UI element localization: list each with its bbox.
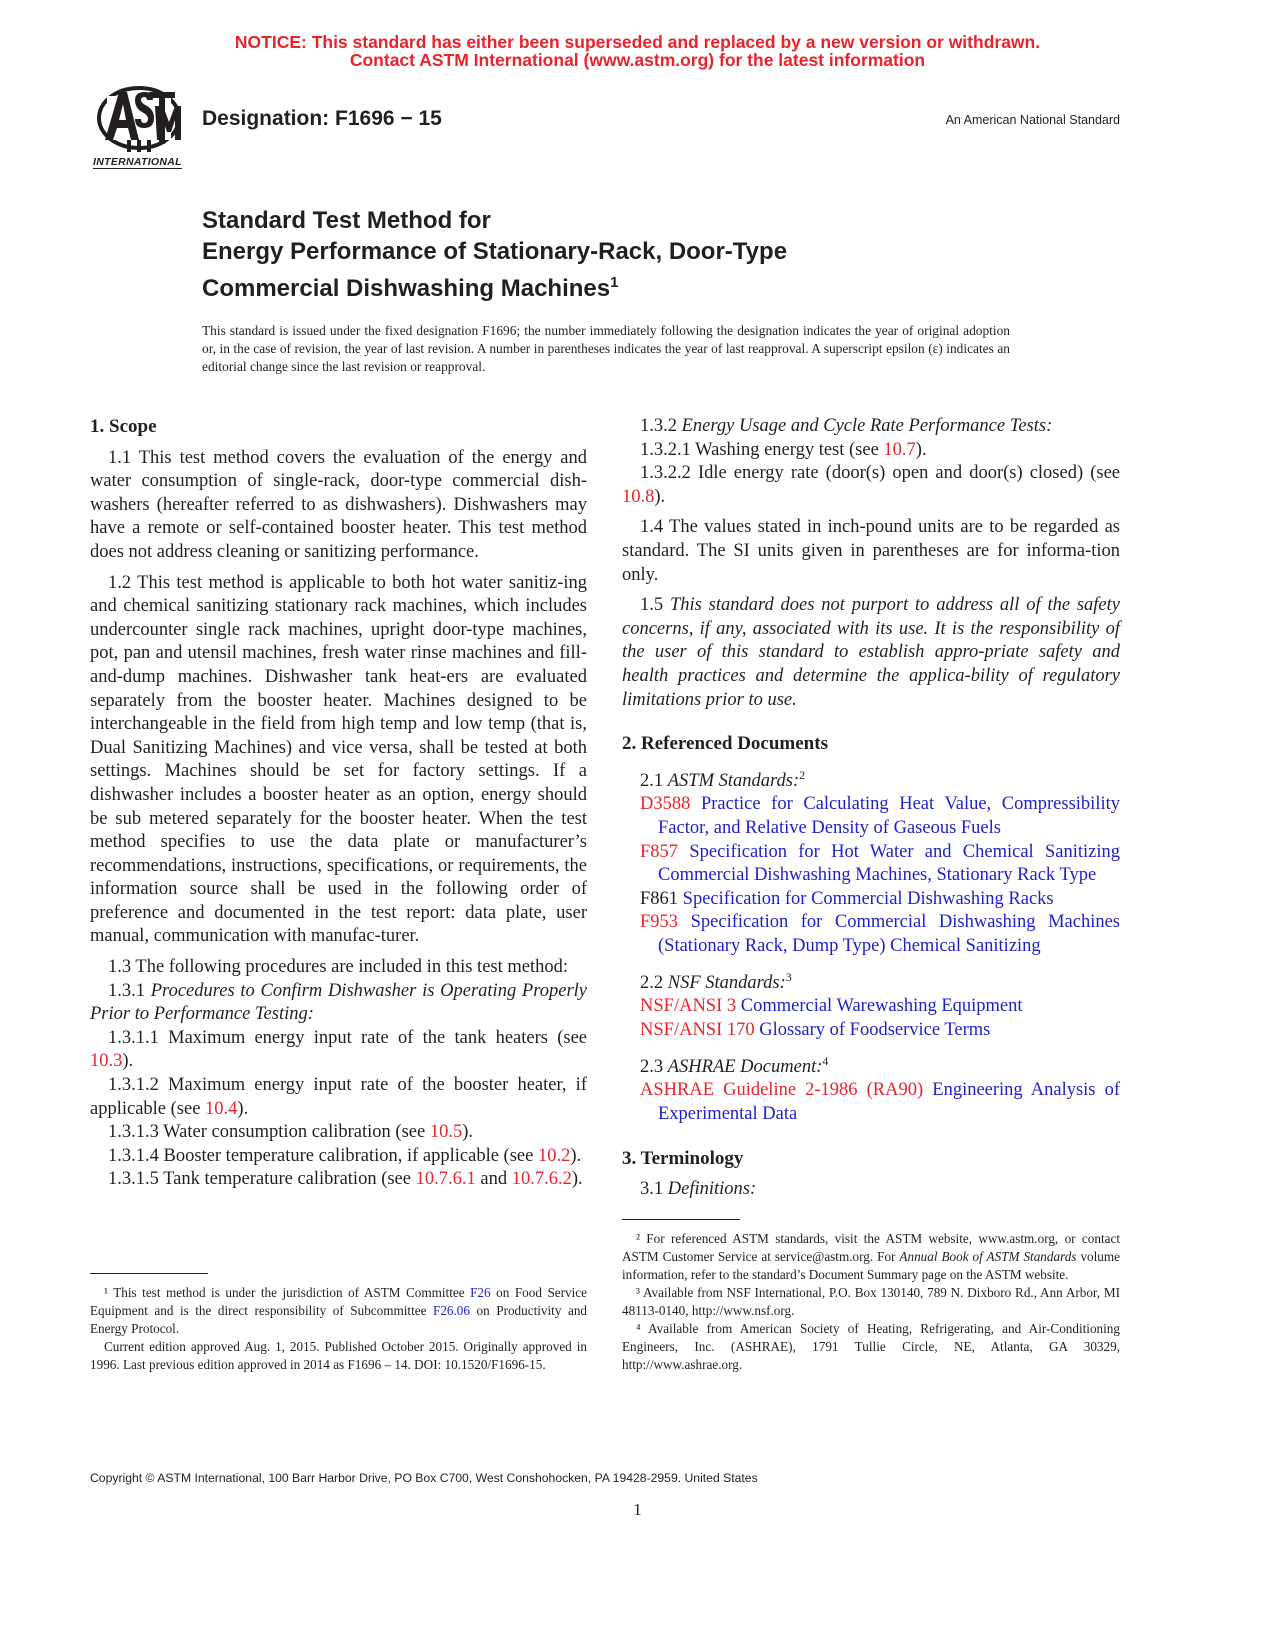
para-1-3-1-3-text: 1.3.1.3 Water consumption calibration (see [108, 1122, 426, 1143]
footnotes-right [622, 1230, 1120, 1374]
ref-d3588-title[interactable]: Practice for Calculating Heat Value, Compressibility Factor, and Relative Density of Gaseous Fuels [658, 794, 1120, 839]
nsf-standards-text: NSF Standards: [667, 972, 786, 993]
para-1-3-1-4-text: 1.3.1.4 Booster temperature calibration, if applicable (see [108, 1145, 534, 1166]
ref-link-10-4[interactable]: 10.4 [205, 1098, 238, 1119]
para-1-3-2-1-text: 1.3.2.1 Washing energy test (see [640, 439, 879, 460]
ref-link-10-7-6-2[interactable]: 10.7.6.2 [511, 1169, 572, 1190]
ref-f861-code: F861 [640, 888, 679, 909]
ref-link-10-2[interactable]: 10.2 [537, 1145, 571, 1166]
title-line-3 [202, 267, 787, 304]
para-1-3-1-5: 1.3.1.5 Tank temperature calibration (see 10.7.6.1 and 10.7.6.2). [108, 1169, 583, 1190]
para-1-3-1-5-and: and [480, 1169, 508, 1190]
para-1-3-1-2: 1.3.1.2 Maximum energy input rate of the booster heater, if applicable (see 10.4). [90, 1075, 587, 1119]
designation: Designation: F1696 − 15 [202, 107, 442, 130]
para-1-3-1-3: 1.3.1.3 Water consumption calibration (see 10.5). [108, 1122, 474, 1143]
ashrae-document-text: ASHRAE Document: [667, 1056, 823, 1077]
footnote-2-book-title: Annual Book of ASTM Standards [899, 1249, 1077, 1264]
footnote-2-text-b: volume information, refer to the standard’s Document Summary page on the ASTM website. [622, 1249, 1120, 1282]
left-column [90, 415, 587, 1192]
ref-d3588 [640, 793, 1120, 840]
logo-text: INTERNATIONAL [93, 156, 182, 168]
copyright-footer: Copyright © ASTM International, 100 Barr Harbor Drive, PO Box C700, West Conshohocken, PA 19428-2959. United States [90, 1471, 758, 1485]
title-line-1: Standard Test Method for [202, 207, 491, 234]
footnote-1-edition: Current edition approved Aug. 1, 2015. Published October 2015. Originally approved in 1996. Last previous edition approved in 2014 as F1696 – 14. DOI: 10.1520/F1696-15. [90, 1339, 587, 1372]
astm-standards-num: 2.1 [640, 770, 664, 791]
nsf-standards-label [622, 966, 1120, 996]
para-1-4: 1.4 The values stated in inch-pound units are to be regarded as standard. The SI units given in parentheses are for informa-tion only. [622, 517, 1120, 585]
para-1-3-2-num: 1.3.2 [640, 416, 677, 436]
astm-standards-text: ASTM Standards: [667, 770, 800, 791]
definitions-num: 3.1 [640, 1179, 664, 1200]
para-1-3-1-2-text: 1.3.1.2 Maximum energy input rate of the booster heater, if applicable (see [90, 1075, 587, 1119]
para-1-3-1-5-text: 1.3.1.5 Tank temperature calibration (see [108, 1169, 411, 1190]
title-line-3-text: Commercial Dishwashing Machines [202, 275, 611, 302]
ref-link-10-8[interactable]: 10.8 [622, 486, 655, 507]
para-1-3-1-1-text: 1.3.1.1 Maximum energy input rate of the tank heaters (see [108, 1027, 587, 1048]
ref-f953-title[interactable]: Specification for Commercial Dishwashing Machines (Stationary Rack, Dump Type) Chemical Sanitizing [658, 912, 1120, 957]
footnote-1 [90, 1284, 587, 1338]
ref-d3588-code[interactable]: D3588 [640, 794, 691, 815]
para-1-3-2-text: Energy Usage and Cycle Rate Performance Tests: [681, 416, 1053, 436]
para-1-5-num: 1.5 [640, 595, 664, 616]
para-1-2: 1.2 This test method is applicable to both hot water sanitiz-ing and chemical sanitizing stationary rack machines, which includes undercounter single rack machines, upright door-type machines, pot, pan and utensil machines, fresh water rinse machines and fill-and-dump machines. Dishwasher tank heat-ers are evaluated separately from the booster heater. Machines designed to be interchangeable in the field from high temp and low temp (that is, Dual Sanitizing Machines) and vice versa, shall be tested at both settings. Machines should be set for factory settings. If a dishwasher includes a booster heater as an option, energy should be sub metered separately for the booster heater. When the test method specifies to use the data plate or manufacturer’s recommendations, instructions, specifications, or requirements, the information source shall be used in the following order of preference and documented in the test report: data plate, user manual, communication with manufac-turer. [90, 572, 587, 947]
ref-ashrae-code[interactable]: ASHRAE Guideline 2-1986 (RA90) [640, 1080, 924, 1101]
page-number: 1 [633, 1500, 642, 1519]
notice-line-2: Contact ASTM International (www.astm.org) for the latest information [349, 50, 926, 70]
title-line-2: Energy Performance of Stationary-Rack, Door-Type [202, 238, 788, 265]
ref-nsf-3 [640, 995, 1120, 1019]
para-1-1: 1.1 This test method covers the evaluation of the energy and water consumption of single-rack, door-type commercial dish-washers (hereafter referred to as dishwashers). Dishwashers may have a remote or self-contained booster heater. This test method does not address cleaning or sanitizing performance. [90, 447, 587, 562]
ref-f861 [640, 888, 1120, 912]
footnote-3: ³ Available from NSF International, P.O. Box 130140, 789 N. Dixboro Rd., Ann Arbor, MI 48113-0140, http://www.nsf.org. [622, 1285, 1120, 1318]
astm-standards-label [622, 764, 1120, 794]
definitions-text: Definitions: [667, 1179, 757, 1200]
notice-line-1: NOTICE: This standard has either been superseded and replaced by a new version or withdrawn. [234, 32, 1041, 52]
committee-link-f26[interactable]: F26 [470, 1285, 491, 1300]
right-column [622, 415, 1120, 1202]
ref-f861-title[interactable]: Specification for Commercial Dishwashing Racks [682, 888, 1054, 909]
footnote-2-text-a: ² For referenced ASTM standards, visit the ASTM website, www.astm.org, or contact ASTM Customer Service at service@astm.org. For [622, 1231, 1120, 1264]
ashrae-document-label [622, 1050, 1120, 1080]
ref-f857-title[interactable]: Specification for Hot Water and Chemical Sanitizing Commercial Dishwashing Machines, Stationary Rack Type [658, 841, 1121, 886]
ref-nsf-170-code[interactable]: NSF/ANSI 170 [640, 1019, 755, 1040]
title-footnote-mark: 1 [610, 274, 619, 291]
astm-standards-sup: 2 [799, 767, 806, 782]
ref-nsf-3-title[interactable]: Commercial Warewashing Equipment [740, 996, 1023, 1017]
para-1-3-2-1: 1.3.2.1 Washing energy test (see 10.7). [640, 439, 927, 460]
definitions-label [622, 1178, 1120, 1202]
ref-link-10-7-6-1[interactable]: 10.7.6.1 [415, 1169, 476, 1190]
footnote-1-text-a: ¹ This test method is under the jurisdiction of ASTM Committee [104, 1285, 465, 1300]
footnotes-left [90, 1284, 587, 1374]
scope-heading: 1. Scope [90, 416, 157, 437]
ref-f953-code[interactable]: F953 [640, 912, 679, 933]
para-1-3: 1.3 The following procedures are included in this test method: [108, 957, 568, 978]
ref-nsf-170-title[interactable]: Glossary of Foodservice Terms [759, 1019, 991, 1040]
ref-f857 [640, 841, 1120, 888]
ref-nsf-3-code[interactable]: NSF/ANSI 3 [640, 996, 737, 1017]
ref-link-10-5[interactable]: 10.5 [429, 1122, 463, 1143]
para-1-3-1 [90, 980, 587, 1027]
footnote-4: ⁴ Available from American Society of Heating, Refrigerating, and Air-Conditioning Engineers, Inc. (ASHRAE), 1791 Tullie Circle, NE, Atlanta, GA 30329, http://www.ashrae.org. [622, 1321, 1120, 1372]
ref-ashrae-title[interactable]: Engineering Analysis of Experimental Data [658, 1080, 1120, 1124]
nsf-standards-sup: 3 [785, 969, 792, 984]
para-1-3-1-text: Procedures to Confirm Dishwasher is Operating Properly Prior to Performance Testing: [90, 980, 588, 1025]
referenced-documents-heading: 2. Referenced Documents [622, 733, 828, 755]
para-1-3-2-2-text: 1.3.2.2 Idle energy rate (door(s) open and door(s) closed) (see [640, 463, 1120, 484]
footnote-rule-left [90, 1273, 208, 1274]
ashrae-document-sup: 4 [822, 1053, 829, 1068]
footnote-1-text-b: on Food Service Equipment and is the direct responsibility of Subcommittee [90, 1285, 587, 1318]
para-1-3-1-num: 1.3.1 [108, 980, 145, 1001]
subcommittee-link-f26-06[interactable]: F26.06 [432, 1303, 470, 1318]
ref-ashrae [640, 1079, 1120, 1126]
ref-nsf-170 [640, 1019, 1120, 1043]
ref-f857-code[interactable]: F857 [640, 841, 679, 862]
para-1-5 [622, 594, 1120, 712]
footnote-1-text-c: on Productivity and Energy Protocol. [90, 1303, 588, 1336]
para-1-3-1-1: 1.3.1.1 Maximum energy input rate of the tank heaters (see 10.3). [90, 1027, 587, 1072]
terminology-heading: 3. Terminology [622, 1147, 744, 1169]
ref-link-10-7[interactable]: 10.7 [883, 439, 916, 460]
page-title [202, 205, 787, 304]
ref-f953 [640, 911, 1120, 958]
issuance-statement: This standard is issued under the fixed designation F1696; the number immediately following the designation indicates the year of original adoption or, in the case of revision, the year of last revision. A number in parentheses indicates the year of last reapproval. A superscript epsilon (ε) indicates an editorial change since the last revision or reapproval. [202, 323, 1010, 374]
ref-link-10-3[interactable]: 10.3 [90, 1051, 123, 1072]
ashrae-document-num: 2.3 [640, 1056, 664, 1077]
nsf-standards-num: 2.2 [640, 972, 664, 993]
footnote-rule-right [622, 1219, 740, 1220]
footnote-2 [622, 1230, 1120, 1284]
para-1-3-2 [622, 415, 1120, 439]
para-1-5-text: This standard does not purport to address all of the safety concerns, if any, associated with its use. It is the responsibility of the user of this standard to establish appro-priate safety and health practices and determine the applica-bility of regulatory limitations prior to use. [622, 595, 1120, 710]
national-standard: An American National Standard [945, 113, 1120, 127]
para-1-3-2-2: 1.3.2.2 Idle energy rate (door(s) open and door(s) closed) (see 10.8). [622, 463, 1120, 507]
para-1-3-1-4: 1.3.1.4 Booster temperature calibration, if applicable (see 10.2). [108, 1145, 582, 1166]
